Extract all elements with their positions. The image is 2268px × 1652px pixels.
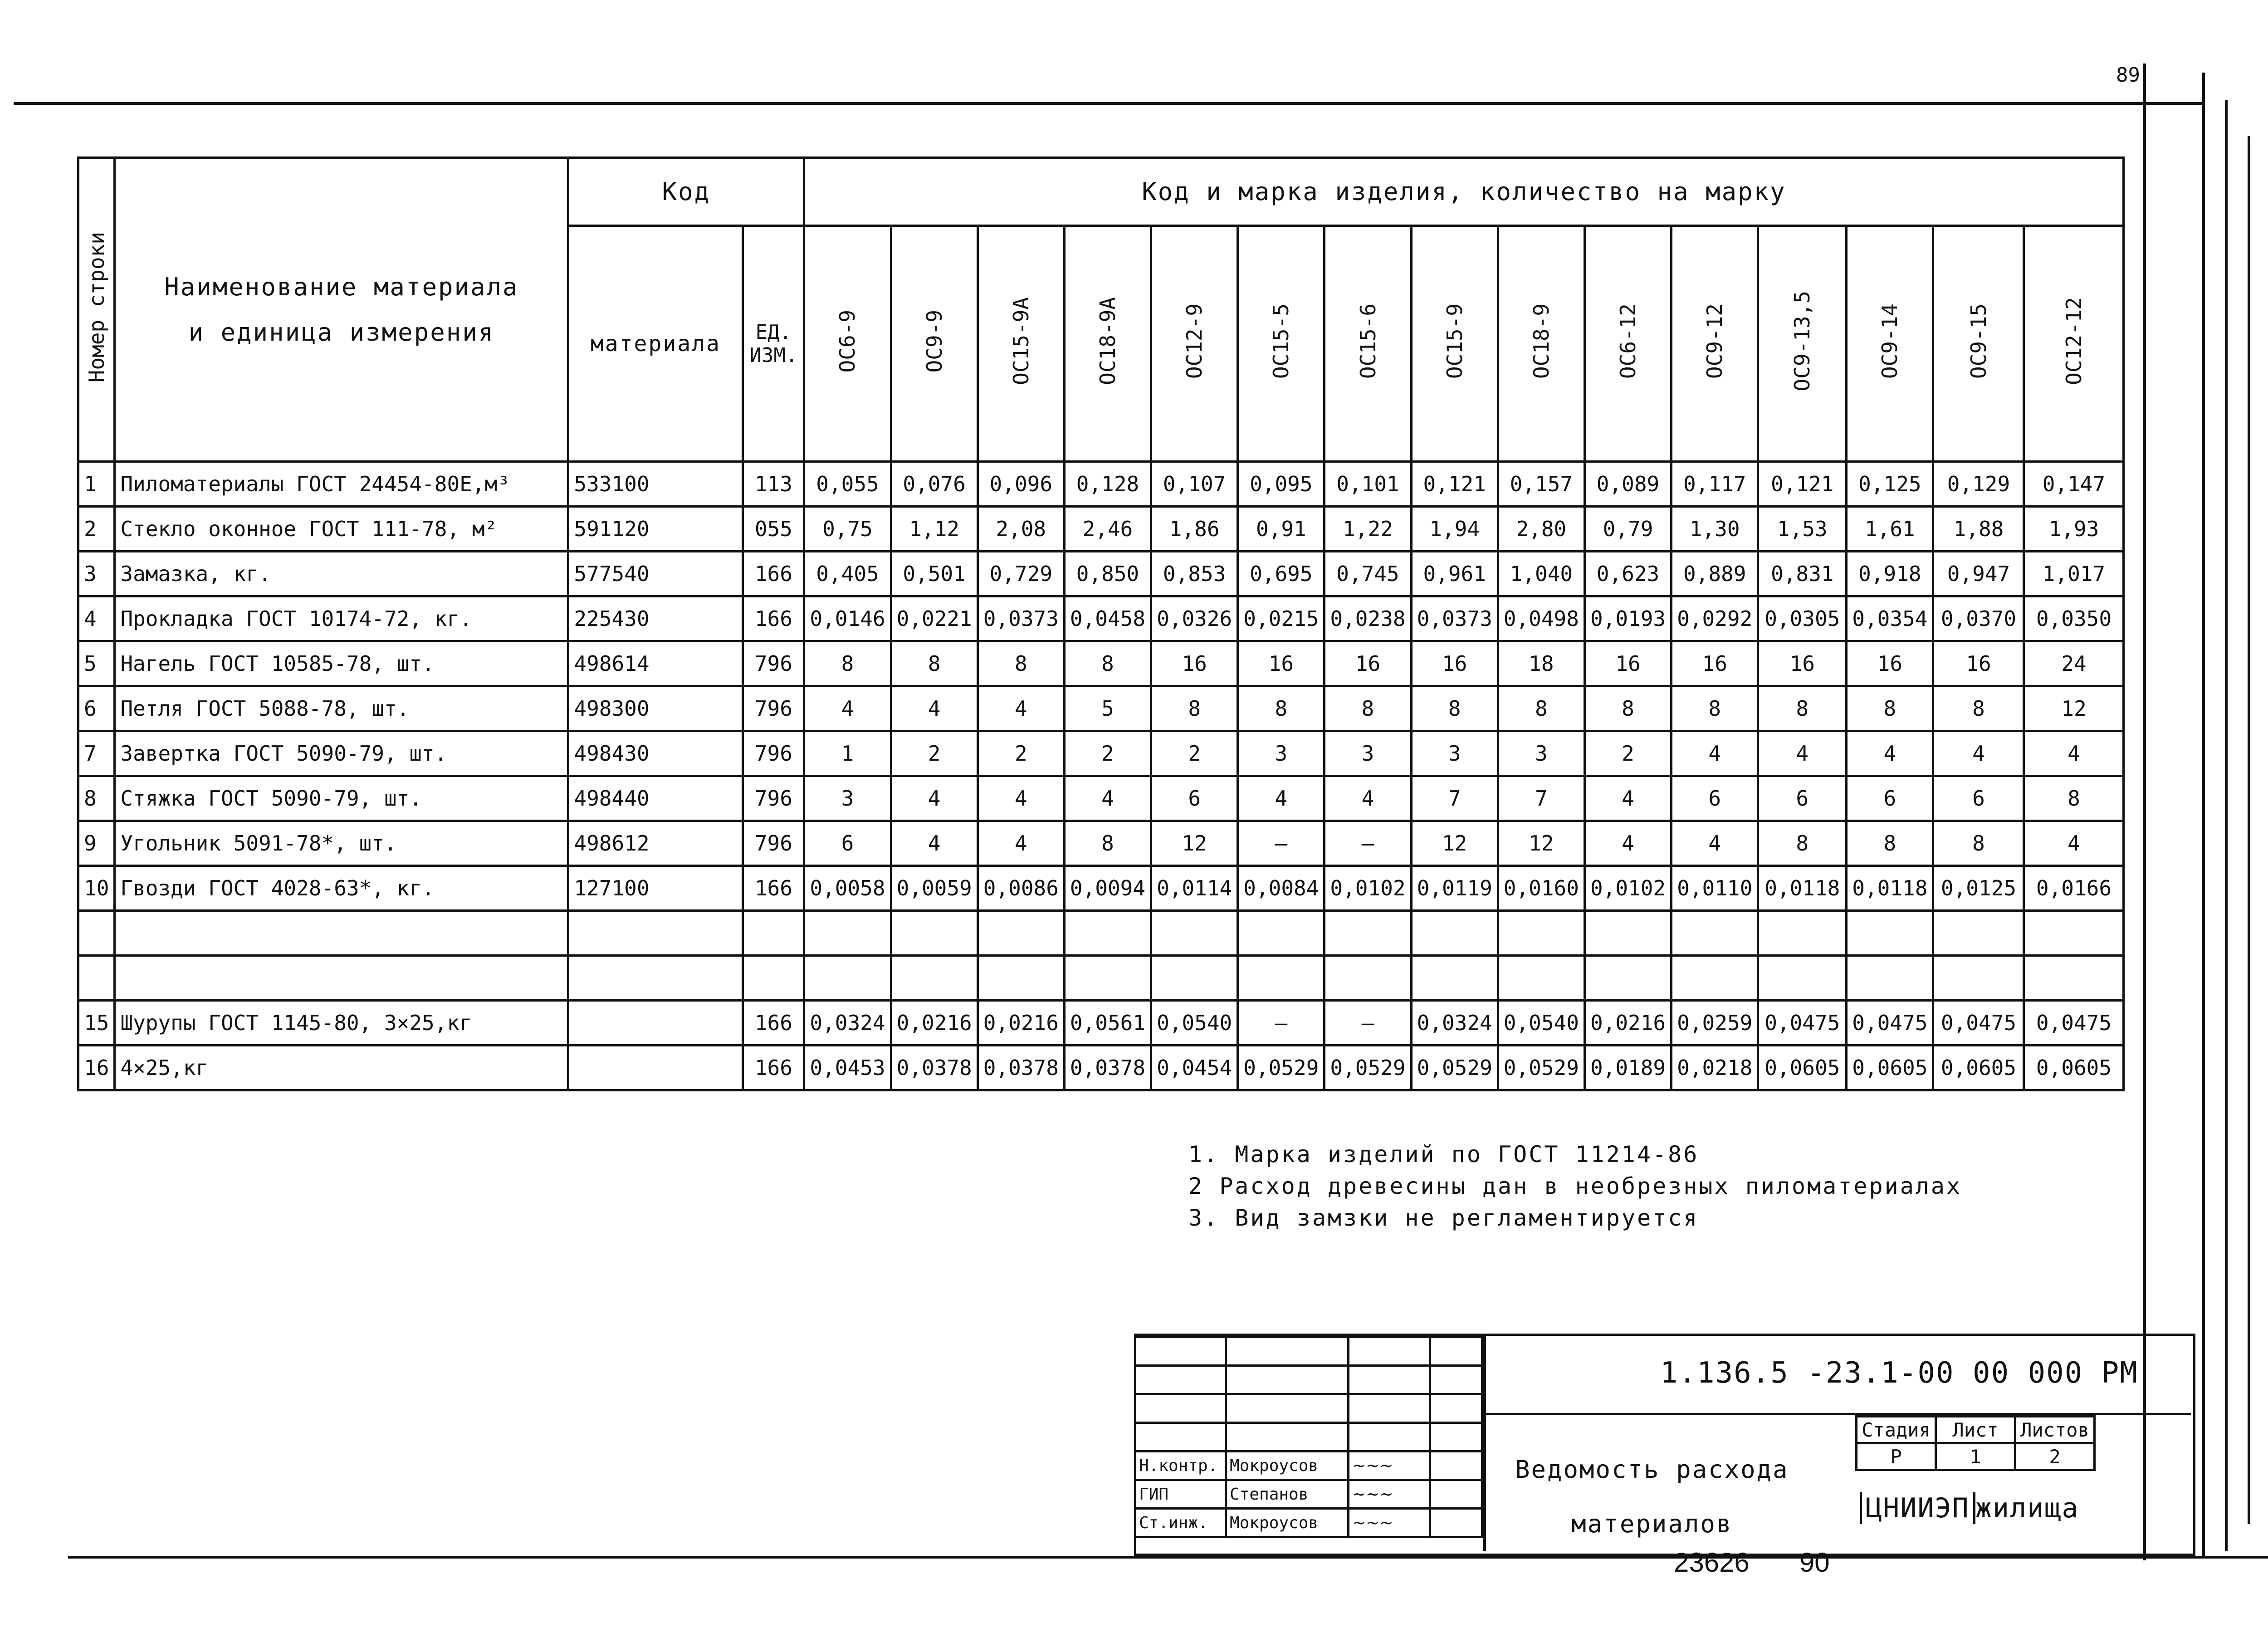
quantity-cell: 0,0125 <box>1933 866 2024 911</box>
quantity-cell: 7 <box>1411 776 1498 821</box>
frame-right-edge-2 <box>2225 100 2228 1551</box>
quantity-cell: 0,0529 <box>1238 1046 1325 1090</box>
quantity-cell: 0,0454 <box>1151 1046 1238 1090</box>
table-row <box>78 776 2124 821</box>
quantity-cell: 0,0605 <box>1847 1046 1933 1090</box>
quantity-cell: 0,501 <box>891 552 978 596</box>
person-2: Степанов <box>1226 1480 1349 1509</box>
quantity-cell: — <box>1238 821 1325 866</box>
quantity-cell: 0,0216 <box>891 1001 978 1046</box>
row-number: 8 <box>78 776 115 821</box>
mark-header: ОС9-13,5 <box>1758 226 1847 462</box>
quantity-cell: 8 <box>1238 686 1325 731</box>
quantity-cell: 0,0119 <box>1411 866 1498 911</box>
stage-label: Стадия <box>1857 1417 1936 1443</box>
quantity-cell: 0,0498 <box>1498 596 1584 641</box>
materials-table <box>77 156 2125 1091</box>
quantity-cell: 16 <box>1411 641 1498 686</box>
material-name: Гвозди ГОСТ 4028-63*, кг. <box>115 866 568 911</box>
material-code: 577540 <box>568 552 743 596</box>
row-number: 15 <box>78 1001 115 1046</box>
row-number: 10 <box>78 866 115 911</box>
quantity-cell: 0,095 <box>1238 462 1325 507</box>
quantity-cell: 0,79 <box>1584 507 1671 552</box>
material-code: 498430 <box>568 731 743 776</box>
quantity-cell: 4 <box>1758 731 1847 776</box>
quantity-cell: 0,0218 <box>1672 1046 1758 1090</box>
inventory-number: 23626 90 <box>1674 1547 1830 1578</box>
quantity-cell: 4 <box>891 821 978 866</box>
unit-code: 796 <box>743 821 804 866</box>
quantity-cell: 0,91 <box>1238 507 1325 552</box>
quantity-cell: 16 <box>1758 641 1847 686</box>
material-name: 4×25,кг <box>115 1046 568 1090</box>
material-name: Угольник 5091-78*, шт. <box>115 821 568 866</box>
quantity-cell: 0,0378 <box>1064 1046 1151 1090</box>
quantity-cell: 0,096 <box>978 462 1064 507</box>
row-number: 1 <box>78 462 115 507</box>
quantity-cell: 8 <box>891 641 978 686</box>
document-number: 1.136.5 -23.1-00 00 000 РМ <box>1660 1356 2138 1390</box>
mark-header: ОС15-6 <box>1325 226 1411 462</box>
quantity-cell: 0,121 <box>1411 462 1498 507</box>
signature-3: ~~~ <box>1349 1509 1430 1537</box>
row-number: 2 <box>78 507 115 552</box>
quantity-cell: 16 <box>1151 641 1238 686</box>
quantity-cell: 0,918 <box>1847 552 1933 596</box>
quantity-cell: 0,076 <box>891 462 978 507</box>
row-number: 7 <box>78 731 115 776</box>
quantity-cell: 12 <box>1498 821 1584 866</box>
quantity-cell: 8 <box>1847 686 1933 731</box>
quantity-cell: 0,0373 <box>1411 596 1498 641</box>
header-code-material: материала <box>568 226 743 462</box>
unit-code: 796 <box>743 686 804 731</box>
quantity-cell: 0,889 <box>1672 552 1758 596</box>
quantity-cell: 4 <box>978 686 1064 731</box>
quantity-cell: 5 <box>1064 686 1151 731</box>
material-name: Шурупы ГОСТ 1145-80, 3×25,кг <box>115 1001 568 1046</box>
quantity-cell: 0,0540 <box>1151 1001 1238 1046</box>
quantity-cell: 0,0110 <box>1672 866 1758 911</box>
quantity-cell: 0,0086 <box>978 866 1064 911</box>
quantity-cell: 4 <box>2024 821 2124 866</box>
quantity-cell: 6 <box>1933 776 2024 821</box>
quantity-cell: 0,0529 <box>1498 1046 1584 1090</box>
quantity-cell: 0,101 <box>1325 462 1411 507</box>
quantity-cell: 0,0259 <box>1672 1001 1758 1046</box>
quantity-cell: 4 <box>978 821 1064 866</box>
quantity-cell: 12 <box>1411 821 1498 866</box>
quantity-cell: 8 <box>1064 821 1151 866</box>
quantity-cell: 16 <box>1847 641 1933 686</box>
quantity-cell: 0,089 <box>1584 462 1671 507</box>
note-1: 1. Марка изделий по ГОСТ 11214-86 <box>1188 1141 1699 1168</box>
quantity-cell: 4 <box>1238 776 1325 821</box>
quantity-cell: 1,61 <box>1847 507 1933 552</box>
notes <box>1188 1139 1962 1234</box>
quantity-cell: 0,0529 <box>1325 1046 1411 1090</box>
mark-header: ОС18-9А <box>1064 226 1151 462</box>
material-code: 591120 <box>568 507 743 552</box>
table-row <box>78 552 2124 596</box>
quantity-cell: 16 <box>1584 641 1671 686</box>
quantity-cell: 0,0373 <box>978 596 1064 641</box>
quantity-cell: 1,040 <box>1498 552 1584 596</box>
quantity-cell: 8 <box>804 641 891 686</box>
table-row <box>78 1001 2124 1046</box>
mark-header: ОС9-15 <box>1933 226 2024 462</box>
quantity-cell: 0,0605 <box>2024 1046 2124 1090</box>
quantity-cell: 0,107 <box>1151 462 1238 507</box>
signatures-table <box>1134 1336 1483 1538</box>
quantity-cell: 4 <box>978 776 1064 821</box>
quantity-cell: 3 <box>1325 731 1411 776</box>
quantity-cell: 0,0160 <box>1498 866 1584 911</box>
quantity-cell: 16 <box>1238 641 1325 686</box>
quantity-cell: 0,0378 <box>978 1046 1064 1090</box>
mark-header: ОС15-9А <box>978 226 1064 462</box>
unit-code: 055 <box>743 507 804 552</box>
material-name: Прокладка ГОСТ 10174-72, кг. <box>115 596 568 641</box>
quantity-cell: 4 <box>1584 776 1671 821</box>
quantity-cell: 0,0114 <box>1151 866 1238 911</box>
table-row <box>78 507 2124 552</box>
row-number: 5 <box>78 641 115 686</box>
material-name: Петля ГОСТ 5088-78, шт. <box>115 686 568 731</box>
sheet-label: Лист <box>1936 1417 2015 1443</box>
quantity-cell: 0,0102 <box>1325 866 1411 911</box>
quantity-cell: 8 <box>1151 686 1238 731</box>
quantity-cell: 0,0193 <box>1584 596 1671 641</box>
empty-row <box>78 911 2124 956</box>
quantity-cell: 0,157 <box>1498 462 1584 507</box>
person-1: Мокроусов <box>1226 1452 1349 1480</box>
document-title: Ведомость расхода материалов <box>1515 1455 1789 1538</box>
quantity-cell: 8 <box>1758 821 1847 866</box>
quantity-cell: 4 <box>891 686 978 731</box>
mark-header: ОС6-9 <box>804 226 891 462</box>
frame-right-edge-3 <box>2248 136 2250 1524</box>
title-block-divider <box>1483 1334 1486 1551</box>
row-number: 9 <box>78 821 115 866</box>
quantity-cell: 0,0458 <box>1064 596 1151 641</box>
stage-value: Р <box>1857 1443 1936 1470</box>
quantity-cell: 0,0215 <box>1238 596 1325 641</box>
table-row <box>78 731 2124 776</box>
quantity-cell: 18 <box>1498 641 1584 686</box>
mark-header: ОС9-14 <box>1847 226 1933 462</box>
quantity-cell: 0,850 <box>1064 552 1151 596</box>
signature-2: ~~~ <box>1349 1480 1430 1509</box>
quantity-cell: 0,125 <box>1847 462 1933 507</box>
quantity-cell: 4 <box>1672 821 1758 866</box>
stage-table <box>1855 1415 2096 1471</box>
quantity-cell: 0,0475 <box>1933 1001 2024 1046</box>
role-2: ГИП <box>1135 1480 1226 1509</box>
quantity-cell: 4 <box>1584 821 1671 866</box>
material-code: 498300 <box>568 686 743 731</box>
quantity-cell: 8 <box>1847 821 1933 866</box>
quantity-cell: 1,22 <box>1325 507 1411 552</box>
quantity-cell: 0,0221 <box>891 596 978 641</box>
role-1: Н.контр. <box>1135 1452 1226 1480</box>
material-code: 225430 <box>568 596 743 641</box>
quantity-cell: 0,0605 <box>1933 1046 2024 1090</box>
quantity-cell: 2 <box>978 731 1064 776</box>
note-3: 3. Вид замзки не регламентируется <box>1188 1205 1699 1231</box>
quantity-cell: 0,0326 <box>1151 596 1238 641</box>
table-row <box>78 866 2124 911</box>
quantity-cell: 0,121 <box>1758 462 1847 507</box>
quantity-cell: 1,93 <box>2024 507 2124 552</box>
material-code: 498614 <box>568 641 743 686</box>
quantity-cell: 3 <box>1498 731 1584 776</box>
quantity-cell: 0,0324 <box>804 1001 891 1046</box>
material-name: Нагель ГОСТ 10585-78, шт. <box>115 641 568 686</box>
unit-code: 113 <box>743 462 804 507</box>
quantity-cell: 0,0058 <box>804 866 891 911</box>
quantity-cell: 4 <box>1672 731 1758 776</box>
quantity-cell: 8 <box>1325 686 1411 731</box>
quantity-cell: 0,0146 <box>804 596 891 641</box>
quantity-cell: 0,0189 <box>1584 1046 1671 1090</box>
quantity-cell: 0,0475 <box>1847 1001 1933 1046</box>
quantity-cell: — <box>1325 821 1411 866</box>
quantity-cell: 2,80 <box>1498 507 1584 552</box>
quantity-cell: 2 <box>1151 731 1238 776</box>
quantity-cell: 0,0102 <box>1584 866 1671 911</box>
quantity-cell: 8 <box>1758 686 1847 731</box>
material-code: 498440 <box>568 776 743 821</box>
mark-header: ОС9-12 <box>1672 226 1758 462</box>
quantity-cell: 0,623 <box>1584 552 1671 596</box>
material-name: Завертка ГОСТ 5090-79, шт. <box>115 731 568 776</box>
material-name: Пиломатериалы ГОСТ 24454-80Е,м³ <box>115 462 568 507</box>
quantity-cell: 8 <box>1672 686 1758 731</box>
material-code: 127100 <box>568 866 743 911</box>
quantity-cell: 3 <box>1411 731 1498 776</box>
quantity-cell: 0,0238 <box>1325 596 1411 641</box>
unit-code: 796 <box>743 731 804 776</box>
quantity-cell: 2 <box>1584 731 1671 776</box>
empty-row <box>78 956 2124 1001</box>
table-row <box>78 641 2124 686</box>
quantity-cell: 4 <box>1933 731 2024 776</box>
quantity-cell: 1,88 <box>1933 507 2024 552</box>
quantity-cell: 6 <box>1758 776 1847 821</box>
quantity-cell: 16 <box>1933 641 2024 686</box>
quantity-cell: 8 <box>1064 641 1151 686</box>
quantity-cell: 0,0324 <box>1411 1001 1498 1046</box>
row-number: 6 <box>78 686 115 731</box>
quantity-cell: 2 <box>891 731 978 776</box>
quantity-cell: 0,129 <box>1933 462 2024 507</box>
unit-code: 796 <box>743 776 804 821</box>
quantity-cell: 0,0378 <box>891 1046 978 1090</box>
header-material-name: Наименование материала и единица измерения <box>115 158 568 462</box>
organization: ЦНИИЭП жилища <box>1860 1492 2079 1524</box>
row-number: 3 <box>78 552 115 596</box>
mark-header: ОС9-9 <box>891 226 978 462</box>
mark-header: ОС12-9 <box>1151 226 1238 462</box>
material-name: Стяжка ГОСТ 5090-79, шт. <box>115 776 568 821</box>
mark-header: ОС6-12 <box>1584 226 1671 462</box>
material-name: Стекло оконное ГОСТ 111-78, м² <box>115 507 568 552</box>
quantity-cell: 0,729 <box>978 552 1064 596</box>
header-code-group: Код <box>568 158 804 226</box>
quantity-cell: 0,695 <box>1238 552 1325 596</box>
material-code <box>568 1046 743 1090</box>
quantity-cell: 0,0305 <box>1758 596 1847 641</box>
quantity-cell: 2,08 <box>978 507 1064 552</box>
quantity-cell: 6 <box>1151 776 1238 821</box>
mark-header: ОС12-12 <box>2024 226 2124 462</box>
material-code: 533100 <box>568 462 743 507</box>
person-3: Мокроусов <box>1226 1509 1349 1537</box>
table-row <box>78 821 2124 866</box>
quantity-cell: 0,0094 <box>1064 866 1151 911</box>
quantity-cell: 0,0059 <box>891 866 978 911</box>
quantity-cell: 0,0118 <box>1758 866 1847 911</box>
row-number: 4 <box>78 596 115 641</box>
quantity-cell: 0,0216 <box>978 1001 1064 1046</box>
quantity-cell: 0,0084 <box>1238 866 1325 911</box>
quantity-cell: 24 <box>2024 641 2124 686</box>
quantity-cell: 0,745 <box>1325 552 1411 596</box>
sheets-value: 2 <box>2015 1443 2095 1470</box>
quantity-cell: 0,0561 <box>1064 1001 1151 1046</box>
quantity-cell: 0,128 <box>1064 462 1151 507</box>
frame-top-line <box>14 102 2204 105</box>
unit-code: 166 <box>743 552 804 596</box>
header-marks-group: Код и марка изделия, количество на марку <box>804 158 2124 226</box>
quantity-cell: 0,0453 <box>804 1046 891 1090</box>
quantity-cell: 0,0216 <box>1584 1001 1671 1046</box>
header-unit: ЕД. ИЗМ. <box>743 226 804 462</box>
quantity-cell: 0,0370 <box>1933 596 2024 641</box>
quantity-cell: 0,0350 <box>2024 596 2124 641</box>
table-row <box>78 686 2124 731</box>
quantity-cell: 8 <box>1933 821 2024 866</box>
quantity-cell: 1,30 <box>1672 507 1758 552</box>
quantity-cell: 1,017 <box>2024 552 2124 596</box>
quantity-cell: 8 <box>1584 686 1671 731</box>
quantity-cell: 0,147 <box>2024 462 2124 507</box>
quantity-cell: 7 <box>1498 776 1584 821</box>
quantity-cell: 8 <box>1411 686 1498 731</box>
unit-code: 166 <box>743 596 804 641</box>
quantity-cell: — <box>1238 1001 1325 1046</box>
material-name: Замазка, кг. <box>115 552 568 596</box>
quantity-cell: 12 <box>1151 821 1238 866</box>
quantity-cell: 4 <box>804 686 891 731</box>
row-number: 16 <box>78 1046 115 1090</box>
unit-code: 166 <box>743 1001 804 1046</box>
quantity-cell: 0,0475 <box>2024 1001 2124 1046</box>
quantity-cell: — <box>1325 1001 1411 1046</box>
quantity-cell: 16 <box>1672 641 1758 686</box>
quantity-cell: 8 <box>978 641 1064 686</box>
quantity-cell: 1,94 <box>1411 507 1498 552</box>
quantity-cell: 8 <box>1933 686 2024 731</box>
quantity-cell: 3 <box>1238 731 1325 776</box>
quantity-cell: 0,961 <box>1411 552 1498 596</box>
mark-header: ОС18-9 <box>1498 226 1584 462</box>
quantity-cell: 0,0475 <box>1758 1001 1847 1046</box>
quantity-cell: 0,831 <box>1758 552 1847 596</box>
material-code <box>568 1001 743 1046</box>
quantity-cell: 6 <box>804 821 891 866</box>
role-3: Ст.инж. <box>1135 1509 1226 1537</box>
unit-code: 166 <box>743 1046 804 1090</box>
quantity-cell: 2 <box>1064 731 1151 776</box>
quantity-cell: 0,853 <box>1151 552 1238 596</box>
quantity-cell: 0,0166 <box>2024 866 2124 911</box>
quantity-cell: 1,53 <box>1758 507 1847 552</box>
frame-bottom-line <box>68 1556 2268 1559</box>
mark-header: ОС15-5 <box>1238 226 1325 462</box>
frame-right-edge <box>2202 73 2205 1556</box>
quantity-cell: 3 <box>804 776 891 821</box>
header-row-number: Номер строки <box>78 158 115 462</box>
quantity-cell: 0,117 <box>1672 462 1758 507</box>
sheet-value: 1 <box>1936 1443 2015 1470</box>
sheet-number: 89 <box>2116 64 2140 87</box>
signature-1: ~~~ <box>1349 1452 1430 1480</box>
quantity-cell: 4 <box>1847 731 1933 776</box>
quantity-cell: 4 <box>1325 776 1411 821</box>
quantity-cell: 0,0292 <box>1672 596 1758 641</box>
quantity-cell: 16 <box>1325 641 1411 686</box>
quantity-cell: 0,0118 <box>1847 866 1933 911</box>
quantity-cell: 0,055 <box>804 462 891 507</box>
quantity-cell: 6 <box>1847 776 1933 821</box>
quantity-cell: 1,12 <box>891 507 978 552</box>
unit-code: 796 <box>743 641 804 686</box>
quantity-cell: 0,0529 <box>1411 1046 1498 1090</box>
quantity-cell: 0,405 <box>804 552 891 596</box>
quantity-cell: 1 <box>804 731 891 776</box>
quantity-cell: 0,75 <box>804 507 891 552</box>
quantity-cell: 0,0540 <box>1498 1001 1584 1046</box>
quantity-cell: 8 <box>2024 776 2124 821</box>
quantity-cell: 0,0354 <box>1847 596 1933 641</box>
note-2: 2 Расход древесины дан в необрезных пиломатериалах <box>1188 1173 1962 1199</box>
quantity-cell: 4 <box>2024 731 2124 776</box>
material-code: 498612 <box>568 821 743 866</box>
quantity-cell: 8 <box>1498 686 1584 731</box>
mark-header: ОС15-9 <box>1411 226 1498 462</box>
quantity-cell: 12 <box>2024 686 2124 731</box>
quantity-cell: 0,947 <box>1933 552 2024 596</box>
quantity-cell: 4 <box>1064 776 1151 821</box>
quantity-cell: 0,0605 <box>1758 1046 1847 1090</box>
quantity-cell: 6 <box>1672 776 1758 821</box>
table-row <box>78 596 2124 641</box>
quantity-cell: 1,86 <box>1151 507 1238 552</box>
unit-code: 166 <box>743 866 804 911</box>
quantity-cell: 4 <box>891 776 978 821</box>
sheets-label: Листов <box>2015 1417 2095 1443</box>
quantity-cell: 2,46 <box>1064 507 1151 552</box>
table-row <box>78 1046 2124 1090</box>
table-row <box>78 462 2124 507</box>
